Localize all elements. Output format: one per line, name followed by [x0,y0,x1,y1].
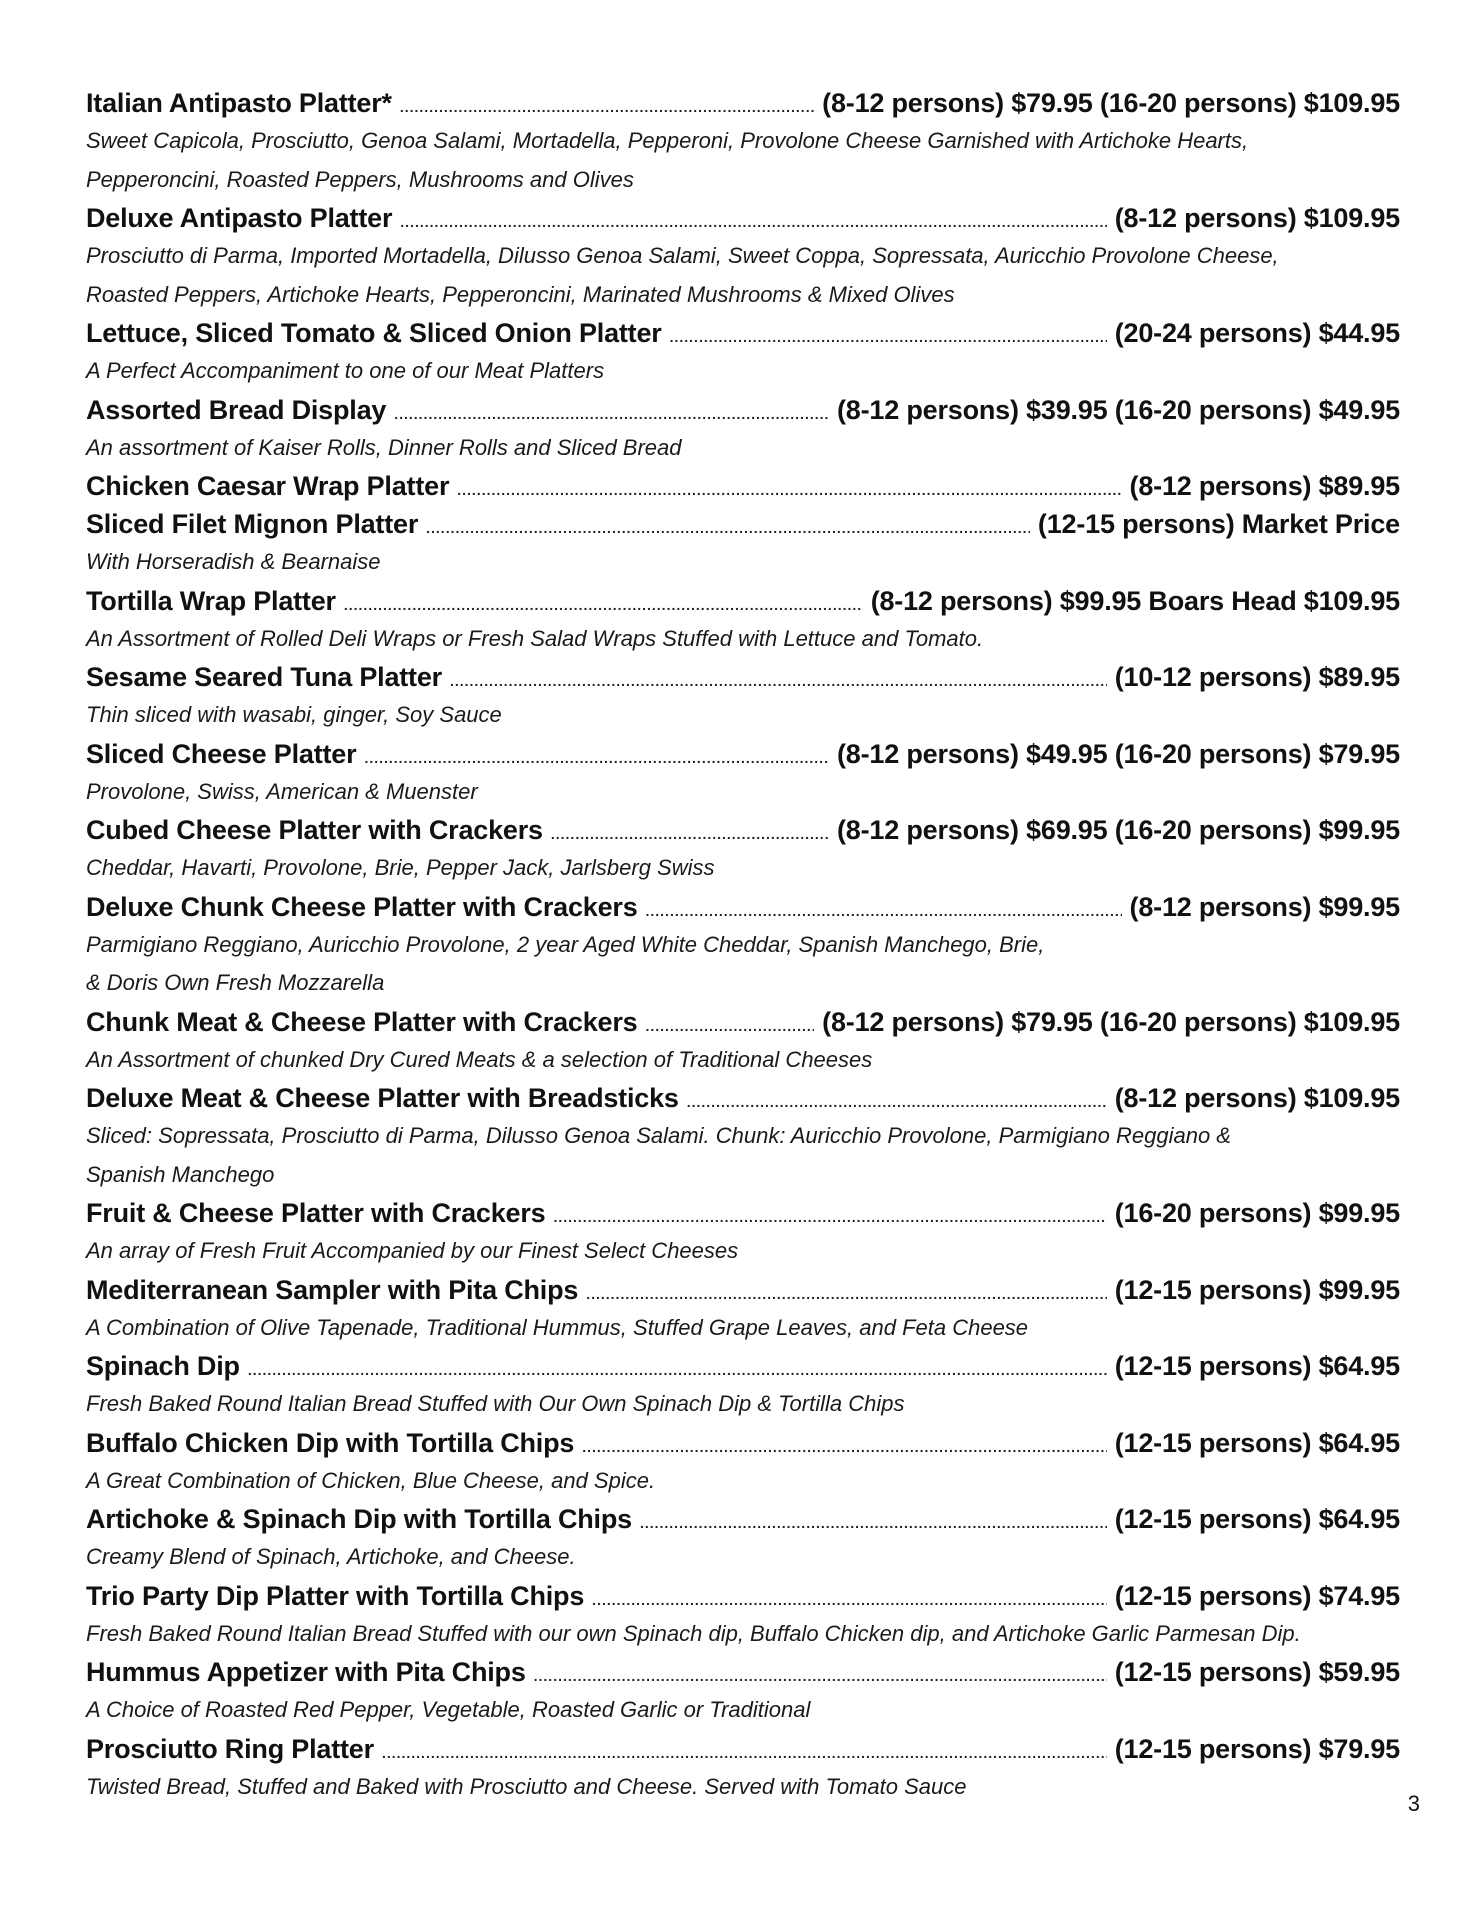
dot-leader [592,1581,1107,1619]
item-name: Sliced Cheese Platter [86,738,357,769]
dot-leader [400,88,814,126]
item-description: Cheddar, Havarti, Provolone, Brie, Pepper Jack, Jarlsberg Swiss [86,855,715,880]
item-description: Pepperoncini, Roasted Peppers, Mushrooms and Olives [86,166,634,192]
menu-item [86,199,1400,314]
item-name: Prosciutto Ring Platter [86,1733,374,1764]
item-price: (8-12 persons) $109.95 [1114,1083,1400,1113]
item-description: An assortment of Kaiser Rolls, Dinner Rolls and Sliced Bread [86,434,682,460]
menu-item [86,467,1400,505]
item-price: (16-20 persons) $99.95 [1114,1198,1400,1228]
menu-item [86,1079,1400,1194]
item-price: (12-15 persons) $99.95 [1114,1274,1400,1305]
item-price: (12-15 persons) $74.95 [1114,1580,1400,1611]
menu-item [86,582,1400,659]
dot-leader [382,1734,1107,1772]
menu-item [86,1424,1400,1501]
item-price: (12-15 persons) $79.95 [1114,1733,1400,1764]
item-name: Fruit & Cheese Platter with Crackers [86,1198,546,1228]
menu-item-row [86,1500,1400,1538]
item-description: Thin sliced with wasabi, ginger, Soy Sauce [86,702,502,727]
menu-item-row [86,1653,1400,1691]
item-name: Italian Antipasto Platter* [86,88,392,118]
item-price: (8-12 persons) $99.95 Boars Head $109.95 [870,585,1400,616]
item-name: Deluxe Meat & Cheese Platter with Breadsticks [86,1083,679,1113]
item-description: An Assortment of Rolled Deli Wraps or Fresh Salad Wraps Stuffed with Lettuce and Tomato. [86,625,984,651]
item-description: Sweet Capicola, Prosciutto, Genoa Salami, Mortadella, Pepperoni, Provolone Cheese Garnished with Artichoke Hearts, [86,128,1249,153]
menu-item-row [86,467,1400,505]
menu-item-row [86,1003,1400,1041]
item-description: Parmigiano Reggiano, Auricchio Provolone, 2 year Aged White Cheddar, Spanish Manchego, Brie, [86,931,1045,957]
item-description: Fresh Baked Round Italian Bread Stuffed with our own Spinach dip, Buffalo Chicken dip, and Artichoke Garlic Parmesan Dip. [86,1620,1301,1646]
dot-leader [364,739,829,777]
dot-leader [457,471,1121,509]
menu-item [86,1500,1400,1577]
menu-item [86,1271,1400,1348]
menu-item [86,735,1400,812]
item-description: Provolone, Swiss, American & Muenster [86,778,478,804]
item-name: Chicken Caesar Wrap Platter [86,471,450,501]
menu-item [86,1577,1400,1654]
item-description: A Combination of Olive Tapenade, Traditional Hummus, Stuffed Grape Leaves, and Feta Cheese [86,1314,1029,1340]
menu-item [86,1194,1400,1271]
item-price: (8-12 persons) $79.95 (16-20 persons) $109.95 [822,88,1400,118]
item-description: An Assortment of chunked Dry Cured Meats & a selection of Traditional Cheeses [86,1046,873,1072]
item-description: Creamy Blend of Spinach, Artichoke, and Cheese. [86,1544,576,1569]
item-price: (12-15 persons) $64.95 [1114,1504,1400,1534]
menu-item [86,658,1400,735]
menu-item [86,1347,1400,1424]
dot-leader [426,509,1030,547]
dot-leader [394,395,829,433]
menu-item-row [86,1730,1400,1768]
item-description: Fresh Baked Round Italian Bread Stuffed with Our Own Spinach Dip & Tortilla Chips [86,1391,905,1416]
menu-item-row [86,199,1400,237]
item-name: Deluxe Antipasto Platter [86,203,393,233]
item-description: Prosciutto di Parma, Imported Mortadella, Dilusso Genoa Salami, Sweet Coppa, Sopressata, Auricchio Provolone Cheese, [86,243,1279,268]
item-price: (8-12 persons) $39.95 (16-20 persons) $49.95 [837,394,1400,425]
dot-leader [646,892,1122,930]
menu-item [86,1003,1400,1080]
item-description: A Choice of Roasted Red Pepper, Vegetable, Roasted Garlic or Traditional [86,1697,811,1722]
menu-item [86,811,1400,888]
item-price: (12-15 persons) $64.95 [1114,1351,1400,1381]
menu-item [86,1730,1400,1807]
menu-item [86,888,1400,1003]
menu-item-row [86,314,1400,352]
menu-list [86,84,1400,1806]
item-price: (12-15 persons) $64.95 [1114,1427,1400,1458]
dot-leader [551,815,829,853]
menu-item-row [86,1577,1400,1615]
item-description: Twisted Bread, Stuffed and Baked with Prosciutto and Cheese. Served with Tomato Sauce [86,1773,967,1799]
page-number: 3 [1407,1791,1420,1816]
menu-item [86,84,1400,199]
item-description: Roasted Peppers, Artichoke Hearts, Pepperoncini, Marinated Mushrooms & Mixed Olives [86,281,955,307]
item-name: Hummus Appetizer with Pita Chips [86,1657,526,1687]
item-price: (8-12 persons) $69.95 (16-20 persons) $99.95 [837,815,1400,845]
item-name: Spinach Dip [86,1351,240,1381]
item-description: Sliced: Sopressata, Prosciutto di Parma, Dilusso Genoa Salami. Chunk: Auricchio Provolone, Parmigiano Reggiano & [86,1123,1231,1148]
menu-item-row [86,1271,1400,1309]
item-description: A Perfect Accompaniment to one of our Meat Platters [86,358,605,383]
dot-leader [640,1504,1107,1542]
dot-leader [687,1083,1107,1121]
menu-item-row [86,391,1400,429]
item-description: & Doris Own Fresh Mozzarella [86,970,385,995]
item-price: (20-24 persons) $44.95 [1114,318,1400,348]
item-price: (8-12 persons) $99.95 [1129,891,1400,922]
menu-item [86,314,1400,391]
dot-leader [450,662,1107,700]
menu-item-row [86,888,1400,926]
menu-item [86,1653,1400,1730]
menu-item-row [86,1347,1400,1385]
item-name: Assorted Bread Display [86,394,387,425]
menu-item-row [86,1079,1400,1117]
menu-item-row [86,811,1400,849]
dot-leader [586,1275,1107,1313]
item-name: Chunk Meat & Cheese Platter with Crackers [86,1006,638,1037]
item-price: (8-12 persons) $89.95 [1129,471,1400,501]
dot-leader [553,1198,1106,1236]
menu-item-row [86,735,1400,773]
item-description: A Great Combination of Chicken, Blue Cheese, and Spice. [86,1467,656,1493]
dot-leader [645,1007,814,1045]
item-name: Deluxe Chunk Cheese Platter with Crackers [86,891,638,922]
item-description: Spanish Manchego [86,1161,275,1187]
menu-item-row [86,1194,1400,1232]
dot-leader [344,586,863,624]
menu-item-row [86,1424,1400,1462]
item-name: Cubed Cheese Platter with Crackers [86,815,543,845]
item-price: (10-12 persons) $89.95 [1114,662,1400,692]
item-name: Sesame Seared Tuna Platter [86,662,442,692]
item-name: Lettuce, Sliced Tomato & Sliced Onion Platter [86,318,662,348]
dot-leader [670,318,1107,356]
item-price: (12-15 persons) Market Price [1037,509,1400,539]
item-name: Sliced Filet Mignon Platter [86,509,419,539]
dot-leader [534,1657,1107,1695]
dot-leader [582,1428,1107,1466]
item-name: Buffalo Chicken Dip with Tortilla Chips [86,1427,575,1458]
menu-item [86,391,1400,468]
menu-item-row [86,582,1400,620]
menu-item-row [86,84,1400,122]
item-name: Mediterranean Sampler with Pita Chips [86,1274,579,1305]
item-description: An array of Fresh Fruit Accompanied by our Finest Select Cheeses [86,1238,739,1263]
item-name: Trio Party Dip Platter with Tortilla Chips [86,1580,585,1611]
dot-leader [400,203,1106,241]
item-price: (8-12 persons) $49.95 (16-20 persons) $79.95 [837,738,1400,769]
menu-item-row [86,658,1400,696]
dot-leader [248,1351,1107,1389]
item-price: (8-12 persons) $79.95 (16-20 persons) $109.95 [822,1006,1400,1037]
menu-item-row [86,505,1400,543]
item-price: (8-12 persons) $109.95 [1114,203,1400,233]
item-price: (12-15 persons) $59.95 [1114,1657,1400,1687]
item-name: Artichoke & Spinach Dip with Tortilla Chips [86,1504,632,1534]
item-description: With Horseradish & Bearnaise [86,549,381,574]
menu-item [86,505,1400,582]
item-name: Tortilla Wrap Platter [86,585,336,616]
